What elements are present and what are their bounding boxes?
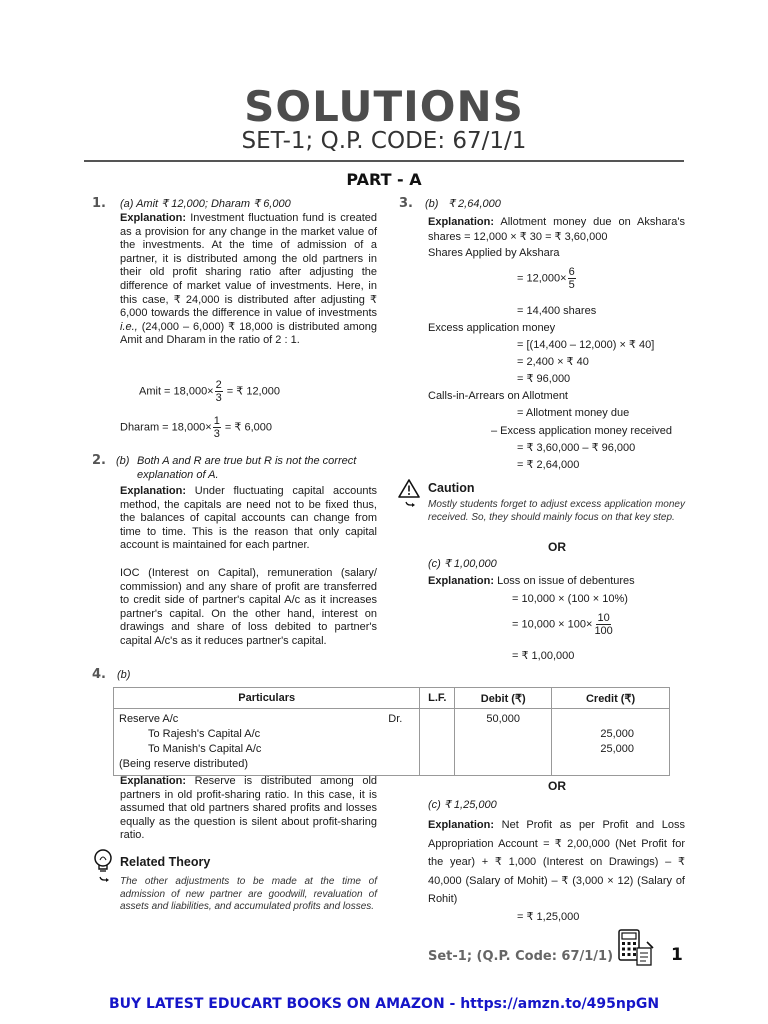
footer-set-code: Set-1; (Q.P. Code: 67/1/1) <box>428 949 614 964</box>
q3-alt-equation-1: = 10,000 × (100 × 10%) <box>512 593 628 605</box>
q4-explanation-label: Explanation: <box>120 775 187 787</box>
debit-reserve: 50,000 <box>486 713 521 725</box>
amazon-promo-link[interactable]: BUY LATEST EDUCART BOOKS ON AMAZON - https://amzn.to/495npGN <box>108 996 660 1012</box>
table-header-row <box>114 688 670 709</box>
q3-alt-eq2-denominator: 100 <box>594 625 613 637</box>
page-subtitle: SET-1; Q.P. CODE: 67/1/1 <box>241 128 527 154</box>
q4-explanation-text: Reserve is distributed among old partners in old profit-sharing ratio. In this case, it is assumed that old partners shared profits and losses equally as the question is silent about profit-sharing ratio. <box>120 775 377 842</box>
amit-denominator: 3 <box>215 392 222 404</box>
calculator-icon <box>617 928 655 968</box>
q4-alt-result: = ₹ 1,25,000 <box>517 911 580 923</box>
dharam-denominator: 3 <box>213 428 220 440</box>
q3-excess-label: Excess application money <box>428 322 556 334</box>
caution-text: Mostly students forget to adjust excess application money received. So, they should mainly focus on that key step. <box>428 499 685 523</box>
q1-amit-equation <box>139 379 280 404</box>
particular-rajesh: To Rajesh's Capital A/c <box>148 728 261 740</box>
q3-eq1-fraction <box>568 266 576 291</box>
q3-equation-9: = ₹ 2,64,000 <box>517 459 580 471</box>
dharam-lhs: Dharam = 18,000× <box>120 421 212 434</box>
q3-equation-1 <box>517 266 577 291</box>
related-theory-title: Related Theory <box>120 855 211 869</box>
q3-answer: ₹ 2,64,000 <box>448 198 501 210</box>
header-particulars: Particulars <box>114 688 420 709</box>
header-debit: Debit (₹) <box>455 688 552 709</box>
q3-applied-label: Shares Applied by Akshara <box>428 247 560 259</box>
particular-manish: To Manish's Capital A/c <box>148 743 262 755</box>
q3-alt-explanation-text: Loss on issue of debentures <box>494 575 635 587</box>
q2-paragraph-2: IOC (Interest on Capital), remuneration (salary/ commission) and any share of profit are transferred to credit side of partner's capital A/c as it increases partner's capital. On the other hand, interest on drawings and share of loss debited to partner's capital A/c's as it reduces partner's capital. <box>120 567 377 647</box>
q3-calls-label: Calls-in-Arrears on Allotment <box>428 390 568 402</box>
debit-cell <box>455 709 552 776</box>
q2-explanation <box>120 485 377 553</box>
q4-explanation <box>120 775 377 843</box>
amit-fraction <box>215 379 223 404</box>
q3-equation-8: = ₹ 3,60,000 – ₹ 96,000 <box>517 442 636 454</box>
q1-explanation-label: Explanation: <box>120 212 187 224</box>
q3-or: OR <box>548 540 566 554</box>
q1-answer: (a) Amit ₹ 12,000; Dharam ₹ 6,000 <box>120 198 291 210</box>
dharam-rhs: = ₹ 6,000 <box>221 421 272 434</box>
question-number-2: 2. <box>92 453 106 468</box>
q1-explanation-text2: (24,000 – 6,000) ₹ 18,000 is distributed among Amit and Dharam in the ratio of 2 : 1. <box>120 320 377 347</box>
q3-eq1-lhs: = 12,000× <box>517 272 567 285</box>
particular-row-0 <box>119 712 418 727</box>
lightbulb-icon <box>92 848 114 886</box>
question-number-4: 4. <box>92 667 106 682</box>
q4-or: OR <box>548 779 566 793</box>
q1-explanation-text: Investment fluctuation fund is created as a provision for any change in the market value of the investments. At the time of admission of a partner, it is distributed among the old partners in their old profit sharing ratio after adjusting the difference of market value of investments. Here, in this case, ₹ 24,000 is distributed after adjusting ₹ 6,000 towards the difference in value of investments <box>120 212 377 320</box>
q3-explanation <box>428 215 685 245</box>
q3-equation-6: = Allotment money due <box>517 407 630 419</box>
q3-alt-equation-2 <box>512 612 615 637</box>
amit-rhs: = ₹ 12,000 <box>223 385 280 398</box>
q3-explanation-label: Explanation: <box>428 216 495 228</box>
q3-alt-equation-3: = ₹ 1,00,000 <box>512 650 575 662</box>
particular-narration: (Being reserve distributed) <box>119 758 249 770</box>
page-number: 1 <box>671 945 683 965</box>
q4-alt-explanation-text: Net Profit as per Profit and Loss Appropriation Account = ₹ 2,00,000 (Net Profit for the year) + ₹ 1,000 (Interest on Drawings) – ₹ 40,000 (Salary of Mohit) – ₹ (3,000 × 12) (Salary of Rohit) <box>428 819 685 905</box>
q3-alt-answer: (c) ₹ 1,00,000 <box>428 558 497 570</box>
q4-alt-explanation <box>428 816 685 909</box>
caution-title: Caution <box>428 481 475 495</box>
question-number-1: 1. <box>92 196 106 211</box>
q1-explanation <box>120 212 377 348</box>
q3-equation-5: = ₹ 96,000 <box>517 373 571 385</box>
q1-dharam-equation <box>120 415 272 440</box>
dr-marker: Dr. <box>388 713 403 725</box>
q4-alt-explanation-label: Explanation: <box>428 819 495 831</box>
dharam-fraction <box>213 415 221 440</box>
q3-equation-7: – Excess application money received <box>491 425 672 437</box>
amit-lhs: Amit = 18,000× <box>139 385 214 398</box>
page-title: SOLUTIONS <box>244 82 524 131</box>
question-number-3: 3. <box>399 196 413 211</box>
q3-alt-eq2-fraction <box>593 612 613 637</box>
q3-equation-3: = [(14,400 – 12,000) × ₹ 40] <box>517 339 655 351</box>
credit-rajesh: 25,000 <box>600 728 634 740</box>
q3-eq1-numerator: 6 <box>568 266 575 278</box>
particular-reserve: Reserve A/c <box>119 713 179 725</box>
title-divider <box>84 160 684 162</box>
q3-eq1-denominator: 5 <box>568 279 575 291</box>
header-credit: Credit (₹) <box>552 688 670 709</box>
lf-cell <box>420 709 455 776</box>
q3-equation-2: = 14,400 shares <box>517 305 597 317</box>
q3-equation-4: = 2,400 × ₹ 40 <box>517 356 589 368</box>
q2-explanation-text: Under fluctuating capital accounts method, the capitals are need not to be fixed thus, the balances of capital accounts can change from time to time. This is the reason that only capital account is maintained for each partner. <box>120 485 377 552</box>
dharam-numerator: 1 <box>213 415 220 427</box>
amit-numerator: 2 <box>215 379 222 391</box>
part-heading: PART - A <box>346 170 422 189</box>
q2-explanation-label: Explanation: <box>120 485 187 497</box>
q3-option: (b) <box>425 198 439 210</box>
q3-alt-explanation <box>428 575 635 589</box>
q3-alt-explanation-label: Explanation: <box>428 575 495 587</box>
q3-alt-eq2-numerator: 10 <box>597 612 610 624</box>
particulars-cell <box>114 709 420 776</box>
q3-explanation-text: Allotment money due on Akshara's shares = 12,000 × ₹ 30 = ₹ 3,60,000 <box>428 216 685 243</box>
table-body-row <box>114 709 670 776</box>
q4-option: (b) <box>117 669 131 681</box>
credit-manish: 25,000 <box>600 743 634 755</box>
q3-alt-eq2-lhs: = 10,000 × 100× <box>512 618 593 631</box>
credit-cell <box>552 709 670 776</box>
caution-icon <box>398 478 420 508</box>
q4-alt-answer: (c) ₹ 1,25,000 <box>428 799 497 811</box>
journal-entry-table <box>113 687 670 776</box>
related-theory-text: The other adjustments to be made at the time of admission of new partner are goodwill, revaluation of assets and liabilities, and accumulated profits and losses. <box>120 876 377 912</box>
q1-ie: i.e., <box>120 320 138 333</box>
q2-answer: Both A and R are true but R is not the correct explanation of A. <box>137 455 357 481</box>
q2-option: (b) <box>116 455 130 467</box>
header-lf: L.F. <box>420 688 455 709</box>
